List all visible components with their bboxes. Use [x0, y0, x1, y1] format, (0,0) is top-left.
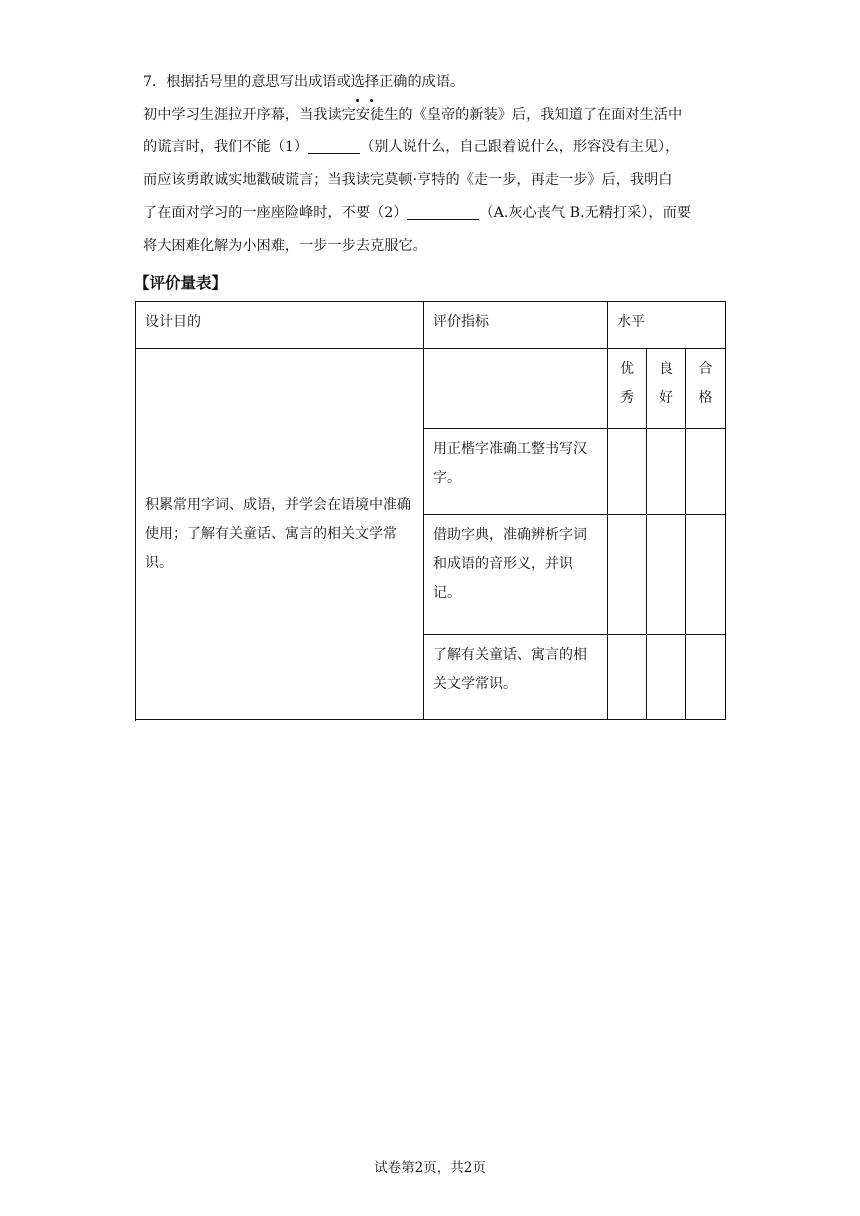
score-cell — [686, 429, 726, 515]
score-cell — [647, 515, 686, 635]
header-level: 水平 — [608, 302, 726, 349]
emphasis-dot-char: 选 — [351, 66, 365, 99]
score-cell — [647, 635, 686, 720]
level-excellent: 优 秀 — [608, 349, 647, 429]
answer-blank-2 — [407, 202, 479, 220]
answer-blank-1 — [308, 136, 360, 154]
score-cell — [647, 429, 686, 515]
score-cell — [608, 515, 647, 635]
empty-indicator-cell — [424, 349, 608, 429]
passage-line: 初中学习生涯拉开序幕，当我读完安徒生的《皇帝的新装》后，我知道了在面对生活中 — [143, 106, 683, 123]
rubric-table — [135, 301, 726, 720]
indicator-cell: 用正楷字准确工整书写汉字。 — [424, 429, 608, 515]
question-7 — [143, 66, 733, 262]
score-cell — [686, 515, 726, 635]
score-cell — [686, 635, 726, 720]
level-pass: 合 格 — [686, 349, 726, 429]
passage-line: 将大困难化解为小困难，一步一步去克服它。 — [143, 237, 427, 254]
indicator-cell: 了解有关童话、寓言的相关文学常识。 — [424, 635, 608, 720]
indicator-cell: 借助字典，准确辨析字词和成语的音形义，并识记。 — [424, 515, 608, 635]
level-good: 良 好 — [647, 349, 686, 429]
rubric-title: 【评价量表】 — [134, 273, 228, 292]
score-cell — [608, 429, 647, 515]
question-prompt: 7．根据括号里的意思写出成语或选择正确的成语。 — [143, 66, 733, 99]
emphasis-dot-char: 择 — [365, 66, 379, 99]
passage-line: 而应该勇敢诚实地戳破谎言；当我读完莫顿·亨特的《走一步，再走一步》后，我明白 — [143, 172, 673, 189]
score-cell — [608, 635, 647, 720]
goal-cell: 积累常用字词、成语，并学会在语境中准确使用；了解有关童话、寓言的相关文学常识。 — [136, 349, 424, 720]
passage-line: 了在面对学习的一座座险峰时，不要（2） （A.灰心丧气 B.无精打采），而要 — [143, 197, 733, 230]
passage-line: 的谎言时，我们不能（1） （别人说什么，自己跟着说什么，形容没有主见）， — [143, 131, 733, 164]
page-footer: 试卷第2页，共2页 — [374, 1160, 486, 1176]
level-row — [136, 349, 726, 429]
header-indicator: 评价指标 — [424, 302, 608, 349]
table-header-row — [136, 302, 726, 349]
header-goal: 设计目的 — [136, 302, 424, 349]
